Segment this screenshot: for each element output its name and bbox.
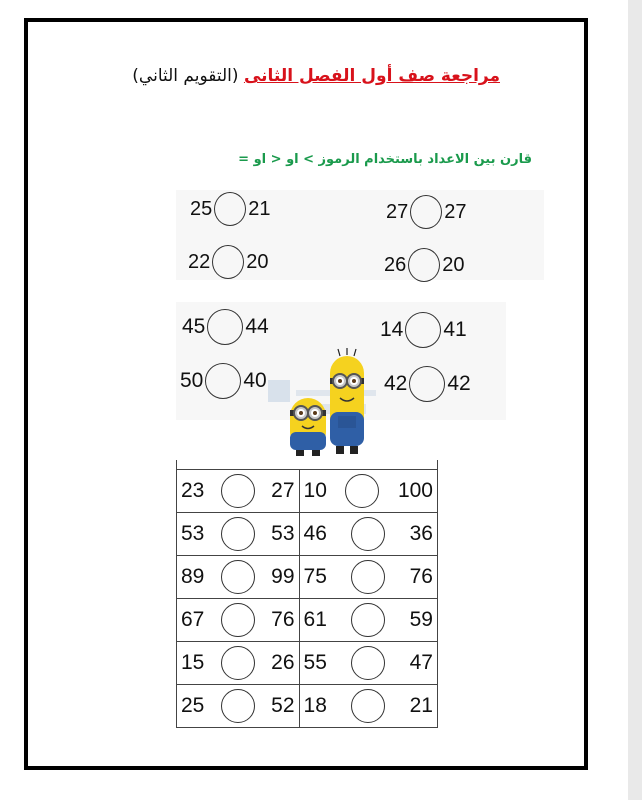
- answer-circle[interactable]: [221, 646, 255, 680]
- number-right: 76: [409, 565, 433, 588]
- table-cell: [299, 556, 437, 599]
- answer-circle[interactable]: [221, 517, 255, 551]
- number-left: 46: [303, 522, 327, 545]
- number-left: 42: [384, 372, 408, 395]
- answer-circle[interactable]: [221, 560, 255, 594]
- answer-circle[interactable]: [351, 603, 385, 637]
- number-left: 22: [188, 250, 211, 273]
- table-cell: [299, 470, 437, 513]
- answer-circle[interactable]: [214, 192, 246, 226]
- number-left: 10: [303, 479, 327, 502]
- table-cell: [177, 685, 300, 728]
- number-right: 76: [271, 608, 295, 631]
- number-left: 75: [303, 565, 327, 588]
- compare-pair: [384, 248, 465, 282]
- number-left: 55: [303, 651, 327, 674]
- table-cell: [299, 642, 437, 685]
- table-cell: [177, 470, 300, 513]
- number-right: 44: [245, 315, 269, 338]
- compare-pair: [386, 195, 467, 229]
- number-right: 47: [409, 651, 433, 674]
- compare-pair: [188, 245, 269, 279]
- compare-pair: [180, 363, 267, 399]
- answer-circle[interactable]: [410, 195, 442, 229]
- number-right: 40: [243, 369, 267, 392]
- answer-circle[interactable]: [405, 312, 441, 348]
- table-cell: [299, 599, 437, 642]
- number-left: 45: [182, 315, 206, 338]
- table-cell: [177, 642, 300, 685]
- number-left: 61: [303, 608, 327, 631]
- table-row: [177, 642, 438, 685]
- answer-circle[interactable]: [345, 474, 379, 508]
- compare-pair: [182, 309, 269, 345]
- number-left: 50: [180, 369, 204, 392]
- answer-circle[interactable]: [409, 366, 445, 402]
- table-cell: [299, 513, 437, 556]
- table-row: [177, 556, 438, 599]
- answer-circle[interactable]: [351, 646, 385, 680]
- number-left: 23: [181, 479, 205, 502]
- table-cell: [177, 599, 300, 642]
- compare-pair: [190, 192, 271, 226]
- answer-circle[interactable]: [205, 363, 241, 399]
- number-left: 67: [181, 608, 205, 631]
- answer-circle[interactable]: [207, 309, 243, 345]
- number-right: 20: [442, 253, 465, 276]
- number-right: 21: [409, 694, 433, 717]
- answer-circle[interactable]: [221, 474, 255, 508]
- viewer-gutter: [628, 0, 642, 800]
- title-sub: (التقويم الثاني): [132, 66, 239, 86]
- number-left: 53: [181, 522, 205, 545]
- number-left: 25: [190, 197, 213, 220]
- number-right: 100: [397, 479, 433, 502]
- number-left: 27: [386, 200, 409, 223]
- number-right: 53: [271, 522, 295, 545]
- number-right: 99: [271, 565, 295, 588]
- number-right: 42: [447, 372, 471, 395]
- number-right: 36: [409, 522, 433, 545]
- number-right: 27: [271, 479, 295, 502]
- answer-circle[interactable]: [351, 560, 385, 594]
- answer-circle[interactable]: [221, 603, 255, 637]
- answer-circle[interactable]: [351, 517, 385, 551]
- number-left: 89: [181, 565, 205, 588]
- table-cell: [177, 513, 300, 556]
- table-cell: [299, 685, 437, 728]
- number-left: 14: [380, 318, 404, 341]
- number-right: 27: [444, 200, 467, 223]
- number-left: 26: [384, 253, 407, 276]
- table-row: [177, 599, 438, 642]
- table-cell: [177, 556, 300, 599]
- table-row: [177, 470, 438, 513]
- number-right: 20: [246, 250, 269, 273]
- comparison-table: [176, 469, 438, 728]
- instruction-text: قارن بين الاعداد باستخدام الرموز > او < او =: [238, 152, 532, 167]
- number-right: 52: [271, 694, 295, 717]
- number-left: 18: [303, 694, 327, 717]
- answer-circle[interactable]: [221, 689, 255, 723]
- number-right: 26: [271, 651, 295, 674]
- compare-pair: [380, 312, 467, 348]
- title-main: مراجعة صف أول الفصل الثانى: [243, 66, 500, 86]
- answer-circle[interactable]: [212, 245, 244, 279]
- number-left: 15: [181, 651, 205, 674]
- compare-pair: [384, 366, 471, 402]
- number-left: 25: [181, 694, 205, 717]
- number-right: 59: [409, 608, 433, 631]
- number-right: 41: [443, 318, 467, 341]
- table-row: [177, 685, 438, 728]
- answer-circle[interactable]: [351, 689, 385, 723]
- worksheet-title: [40, 66, 500, 86]
- answer-circle[interactable]: [408, 248, 440, 282]
- table-row: [177, 513, 438, 556]
- number-right: 21: [248, 197, 271, 220]
- minions-icon: [282, 348, 374, 458]
